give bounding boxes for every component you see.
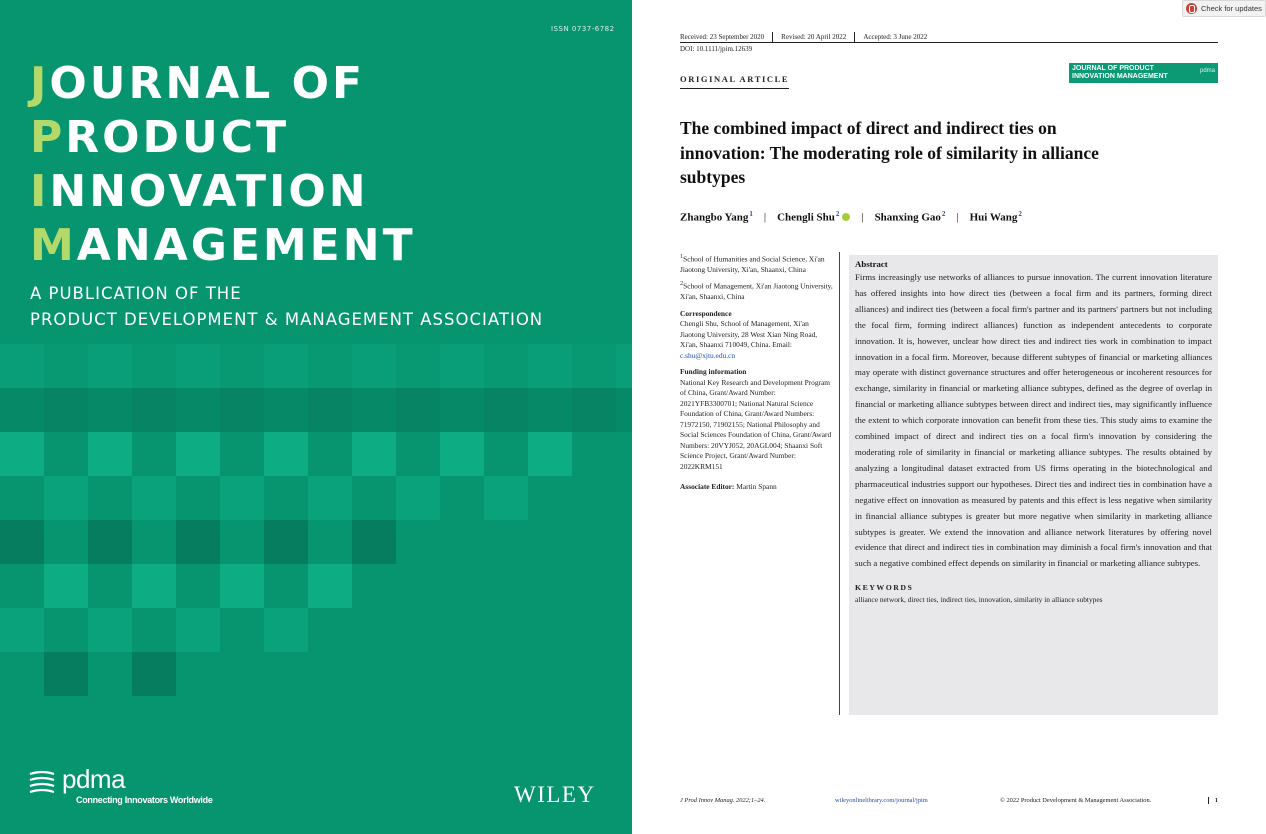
- pdma-tagline: Connecting Innovators Worldwide: [76, 795, 213, 805]
- mosaic-tile: [396, 476, 440, 520]
- orcid-icon[interactable]: [842, 213, 850, 221]
- author[interactable]: Hui Wang$^2$: [969, 210, 1022, 224]
- mosaic-tile: [132, 388, 176, 432]
- cover-publication-line: A PUBLICATION OF THE PRODUCT DEVELOPMENT & MANAGEMENT ASSOCIATION: [30, 284, 544, 329]
- header-rule: [680, 42, 1218, 43]
- abstract-heading: Abstract: [855, 259, 888, 269]
- article-title: The combined impact of direct and indirect ties on innovation: The moderating role of similarity in alliance subtypes: [680, 118, 1099, 187]
- mosaic-tile: [572, 344, 616, 388]
- keywords-heading: KEYWORDS: [855, 583, 914, 593]
- section-label: ORIGINAL ARTICLE: [680, 74, 789, 89]
- mosaic-tile: [308, 476, 352, 520]
- mosaic-tile: [396, 344, 440, 388]
- page-number: 1: [1208, 797, 1218, 804]
- mosaic-tile: [264, 520, 308, 564]
- mosaic-tile: [176, 520, 220, 564]
- funding-text: National Key Research and Development Program of China, Grant/Award Number: 2021YFB3300701; National Natural Science Foundation of China, Grant/Award Numbers: 71972150, 71902155; National Philosophy and Social Sciences Foundation of China, Grant/Award Numbers: 20VYJ052, 20AGL004; Shaanxi Soft Science Project, Grant/Award Number: 2022KRM151: [680, 377, 832, 471]
- mosaic-tile: [352, 344, 396, 388]
- column-divider: [839, 252, 840, 715]
- mosaic-tile: [0, 608, 44, 652]
- mosaic-tile: [264, 344, 308, 388]
- mosaic-tile: [44, 476, 88, 520]
- received-date: Received: 23 September 2020: [680, 33, 765, 41]
- mosaic-tile: [176, 608, 220, 652]
- revised-date: Revised: 20 April 2022: [772, 32, 854, 42]
- author-separator: |: [763, 210, 767, 223]
- mosaic-tile: [572, 388, 616, 432]
- journal-url-link[interactable]: wileyonlinelibrary.com/journal/jpim: [835, 797, 928, 804]
- author-separator: |: [956, 210, 959, 223]
- mosaic-tile: [220, 476, 264, 520]
- email-link[interactable]: c.shu@xjtu.edu.cn: [680, 350, 736, 360]
- funding-label: Funding information: [680, 367, 747, 377]
- mosaic-tile: [484, 344, 528, 388]
- mosaic-tile: [88, 432, 132, 476]
- mosaic-tile: [88, 388, 132, 432]
- associate-editor: Associate Editor: Martin Spann: [680, 482, 777, 492]
- mosaic-tile: [352, 432, 396, 476]
- cover-journal-title: [30, 57, 416, 273]
- abstract-box: [849, 255, 1218, 715]
- affiliation: $^2$School of Management, Xi'an Jiaotong University, Xi'an, Shaanxi, China: [680, 281, 833, 302]
- wiley-logo: WILEY: [514, 782, 596, 807]
- mosaic-tile: [176, 344, 220, 388]
- mosaic-tile: [132, 476, 176, 520]
- mosaic-tile: [352, 520, 396, 564]
- cover-mosaic-pattern: [0, 344, 632, 684]
- mosaic-tile: [308, 564, 352, 608]
- mosaic-tile: [264, 432, 308, 476]
- mosaic-tile: [440, 432, 484, 476]
- pdma-swoosh-icon: [28, 766, 60, 798]
- mosaic-tile: [88, 608, 132, 652]
- mosaic-tile: [220, 344, 264, 388]
- mosaic-tile: [0, 388, 44, 432]
- copyright: © 2022 Product Development & Management Association.: [1000, 797, 1152, 804]
- author-separator: |: [861, 210, 864, 223]
- mosaic-tile: [528, 432, 572, 476]
- mosaic-tile: [220, 564, 264, 608]
- mosaic-tile: [616, 344, 632, 388]
- mosaic-tile: [264, 388, 308, 432]
- mosaic-tile: [44, 652, 88, 696]
- mosaic-tile: [132, 564, 176, 608]
- cover-issn: ISSN 0737-6782: [551, 25, 615, 33]
- author[interactable]: Zhangbo Yang$^1$: [680, 210, 753, 224]
- page-footer: [680, 797, 1218, 804]
- abstract-text: Firms increasingly use networks of alliances to pursue innovation. The current innovation literature has offered insights into how direct ties (between a focal firm and its partners, forming direct alliances) and indirect ties (between a focal firm's partner and its partners' partners but not including the focal firm, forming indirect alliances) function as independent antecedents to corporate innovation. It is, however, unclear how direct ties and indirect ties work in combination to impact innovation in a focal firm. Moreover, because different subtypes of financial or marketing alliances may operate with distinct governance structures and offer heterogeneous or incoherent resources for exchange, similarity in financial or marketing alliance subtypes, defined as the degree of overlap in financial or marketing alliance subtypes between direct and indirect ties, may significantly influence the extent to which corporate innovation can benefit from these ties. This study aims to examine the combined impact of direct and indirect ties on a focal firm's innovation by considering the moderating role of similarity in financial or marketing alliance subtypes. The results obtained by analyzing a longitudinal dataset extracted from US firms operating in the biotechnological and pharmaceutical industries support our hypotheses. Direct ties and indirect ties in combination have a negative effect on innovation as measured by patents and this effect is less negative when similarity in financial alliance subtypes is greater but more negative when similarity in marketing alliance subtypes is greater. We extend the innovation and alliance network literatures by offering novel evidence that direct and indirect ties in combination may diminish a focal firm's innovation and that such a negative combined effect depends on similarity in financial or marketing alliance subtypes.: [855, 272, 1212, 569]
- author[interactable]: Shanxing Gao$^2$: [874, 210, 946, 224]
- mosaic-tile: [88, 344, 132, 388]
- correspondence-text: Chengli Shu, School of Management, Xi'an Jiaotong University, 28 West Xian Ning Road, Xi'an, Shaanxi 710049, China. Email: c.shu@xjtu.edu.cn: [680, 319, 818, 360]
- mosaic-tile: [484, 476, 528, 520]
- check-for-updates-button[interactable]: Check for updates: [1182, 0, 1266, 17]
- mosaic-tile: [440, 344, 484, 388]
- mosaic-tile: [176, 388, 220, 432]
- pdma-name: pdma: [62, 764, 126, 794]
- mosaic-tile: [0, 520, 44, 564]
- accepted-date: Accepted: 3 June 2022: [854, 32, 935, 42]
- mosaic-tile: [44, 564, 88, 608]
- author-list: [680, 210, 1022, 224]
- mosaic-tile: [176, 432, 220, 476]
- mosaic-tile: [440, 388, 484, 432]
- mosaic-tile: [264, 608, 308, 652]
- update-badge-icon: [1186, 3, 1197, 14]
- mosaic-tile: [132, 652, 176, 696]
- article-first-page: [632, 0, 1266, 834]
- cover-title-line: INNOVATION: [30, 166, 369, 217]
- correspondence-label: Correspondence: [680, 308, 732, 318]
- mosaic-tile: [528, 388, 572, 432]
- journal-reference: J Prod Innov Manag. 2022;1–24.: [680, 797, 766, 804]
- article-sidebar: [680, 252, 833, 497]
- journal-badge: JOURNAL OF PRODUCT INNOVATION MANAGEMENT pdma: [1069, 63, 1218, 83]
- mosaic-tile: [44, 388, 88, 432]
- cover-title-line: JOURNAL OF: [30, 58, 366, 109]
- mosaic-tile: [484, 388, 528, 432]
- mosaic-tile: [616, 388, 632, 432]
- mosaic-tile: [528, 344, 572, 388]
- keywords-list: alliance network, direct ties, indirect ties, innovation, similarity in alliance subtypes: [855, 595, 1103, 605]
- cover-title-line: MANAGEMENT: [30, 220, 416, 271]
- mosaic-tile: [220, 388, 264, 432]
- affiliation: $^1$School of Humanities and Social Science, Xi'an Jiaotong University, Xi'an, Shaanxi, China: [680, 254, 825, 274]
- mosaic-tile: [132, 344, 176, 388]
- mosaic-tile: [396, 388, 440, 432]
- author[interactable]: Chengli Shu$^2$: [777, 210, 850, 224]
- mosaic-tile: [0, 432, 44, 476]
- pdma-logo: [28, 766, 213, 805]
- doi[interactable]: DOI: 10.1111/jpim.12639: [680, 45, 753, 53]
- journal-cover: [0, 0, 632, 834]
- cover-title-line: PRODUCT: [30, 112, 290, 163]
- mosaic-tile: [0, 344, 44, 388]
- mosaic-tile: [308, 344, 352, 388]
- article-dates: [680, 32, 935, 42]
- mosaic-tile: [88, 520, 132, 564]
- mosaic-tile: [308, 388, 352, 432]
- mosaic-tile: [44, 344, 88, 388]
- mosaic-tile: [352, 388, 396, 432]
